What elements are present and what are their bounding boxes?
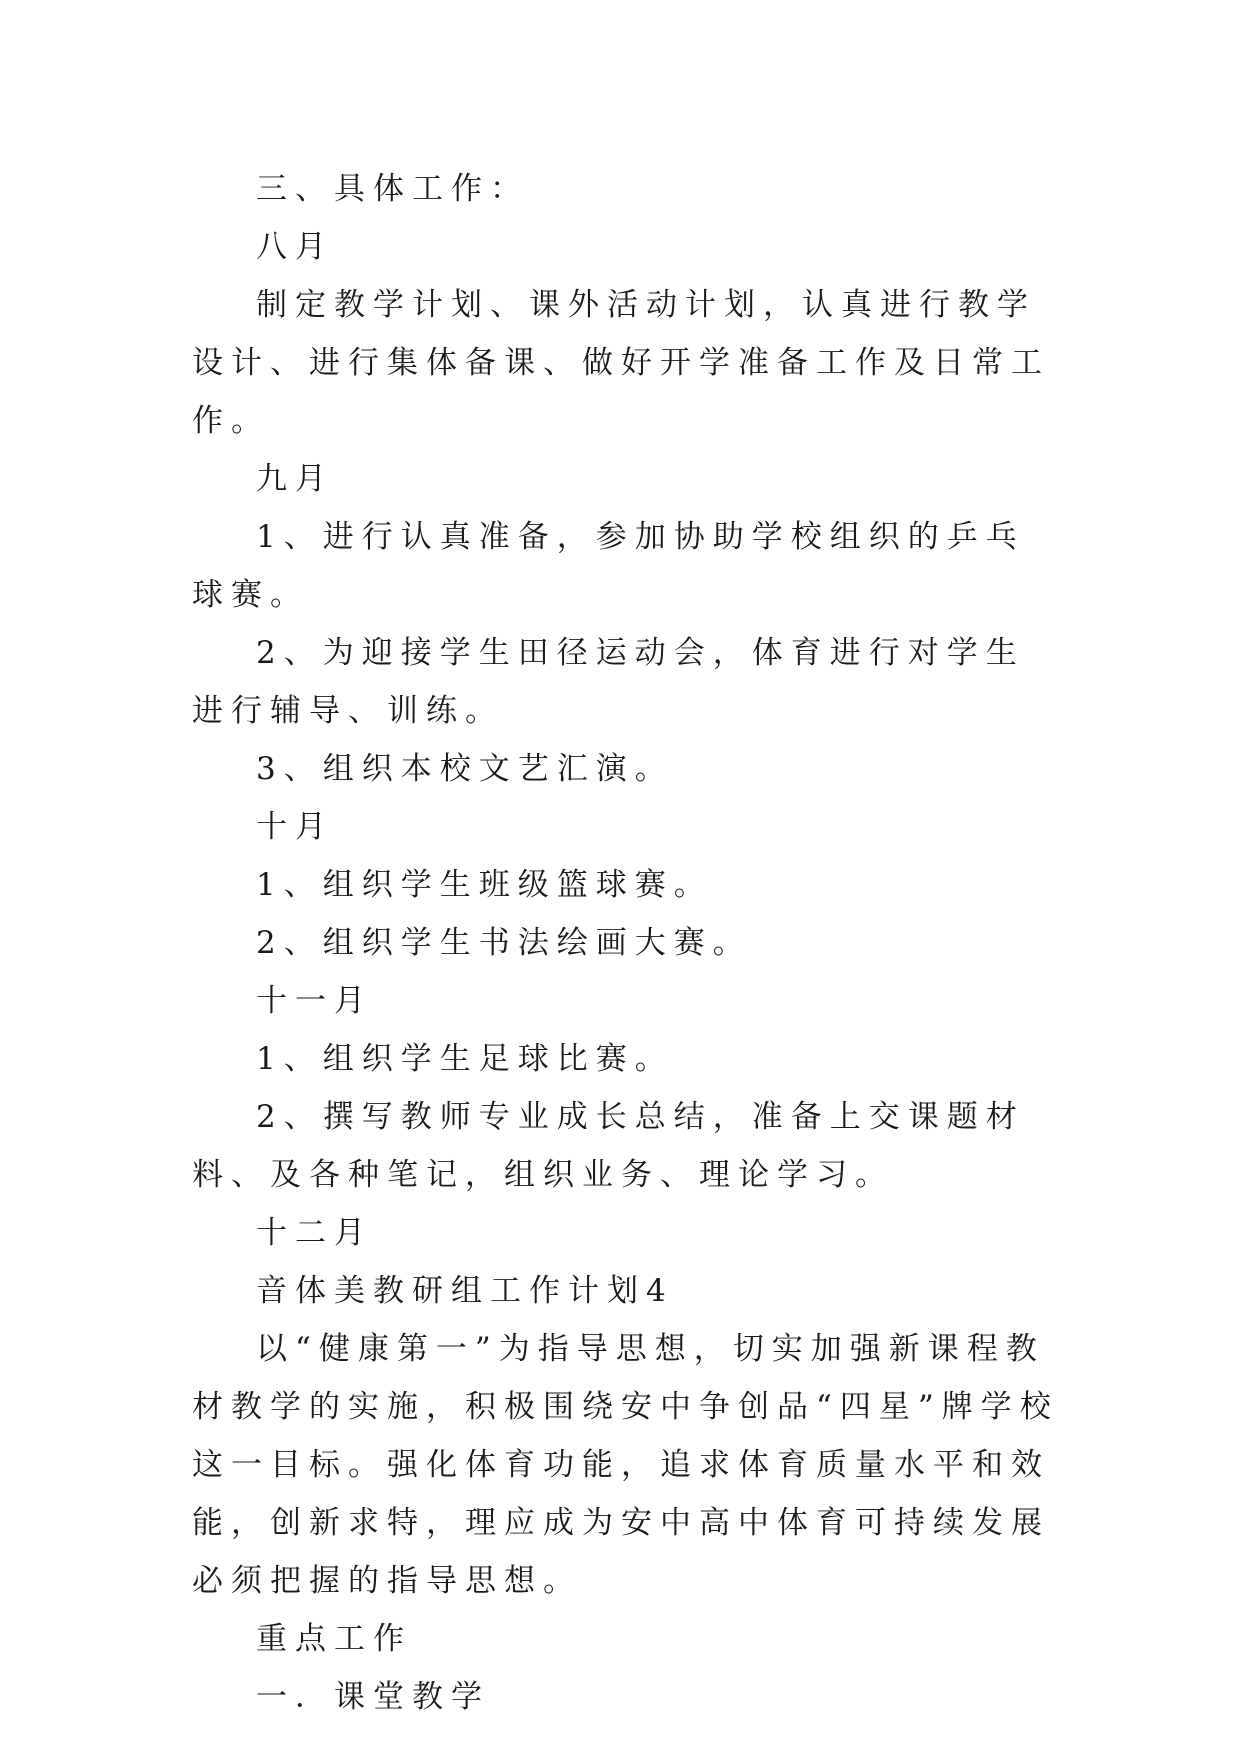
document-body bbox=[192, 160, 1060, 1726]
list-item: 2、撰写教师专业成长总结，准备上交课题材料、及各种笔记，组织业务、理论学习。 bbox=[192, 1099, 1025, 1193]
subheading: 重点工作 bbox=[256, 1621, 412, 1657]
month-heading-october: 十月 bbox=[256, 809, 334, 845]
plan-title: 音体美教研组工作计划4 bbox=[256, 1273, 674, 1309]
month-heading-december: 十二月 bbox=[256, 1215, 373, 1251]
list-item: 1、组织学生足球比赛。 bbox=[256, 1041, 674, 1077]
list-item: 1、进行认真准备，参加协助学校组织的乒乓球赛。 bbox=[192, 519, 1025, 613]
paragraph: 以“健康第一”为指导思想，切实加强新课程教材教学的实施，积极围绕安中争创品“四星”牌学校这一目标。强化体育功能，追求体育质量水平和效能，创新求特，理应成为安中高中体育可持续发展必须把握的指导思想。 bbox=[192, 1331, 1059, 1599]
section-heading: 三、具体工作： bbox=[256, 171, 529, 207]
list-item: 1、组织学生班级篮球赛。 bbox=[256, 867, 713, 903]
list-item: 3、组织本校文艺汇演。 bbox=[256, 751, 674, 787]
paragraph: 制定教学计划、课外活动计划，认真进行教学设计、进行集体备课、做好开学准备工作及日常工作。 bbox=[192, 287, 1050, 439]
month-heading-september: 九月 bbox=[256, 461, 334, 497]
month-heading-august: 八月 bbox=[256, 229, 334, 265]
list-item: 2、为迎接学生田径运动会，体育进行对学生进行辅导、训练。 bbox=[192, 635, 1025, 729]
subheading: 一．课堂教学 bbox=[256, 1679, 490, 1715]
list-item: 2、组织学生书法绘画大赛。 bbox=[256, 925, 752, 961]
month-heading-november: 十一月 bbox=[256, 983, 373, 1019]
